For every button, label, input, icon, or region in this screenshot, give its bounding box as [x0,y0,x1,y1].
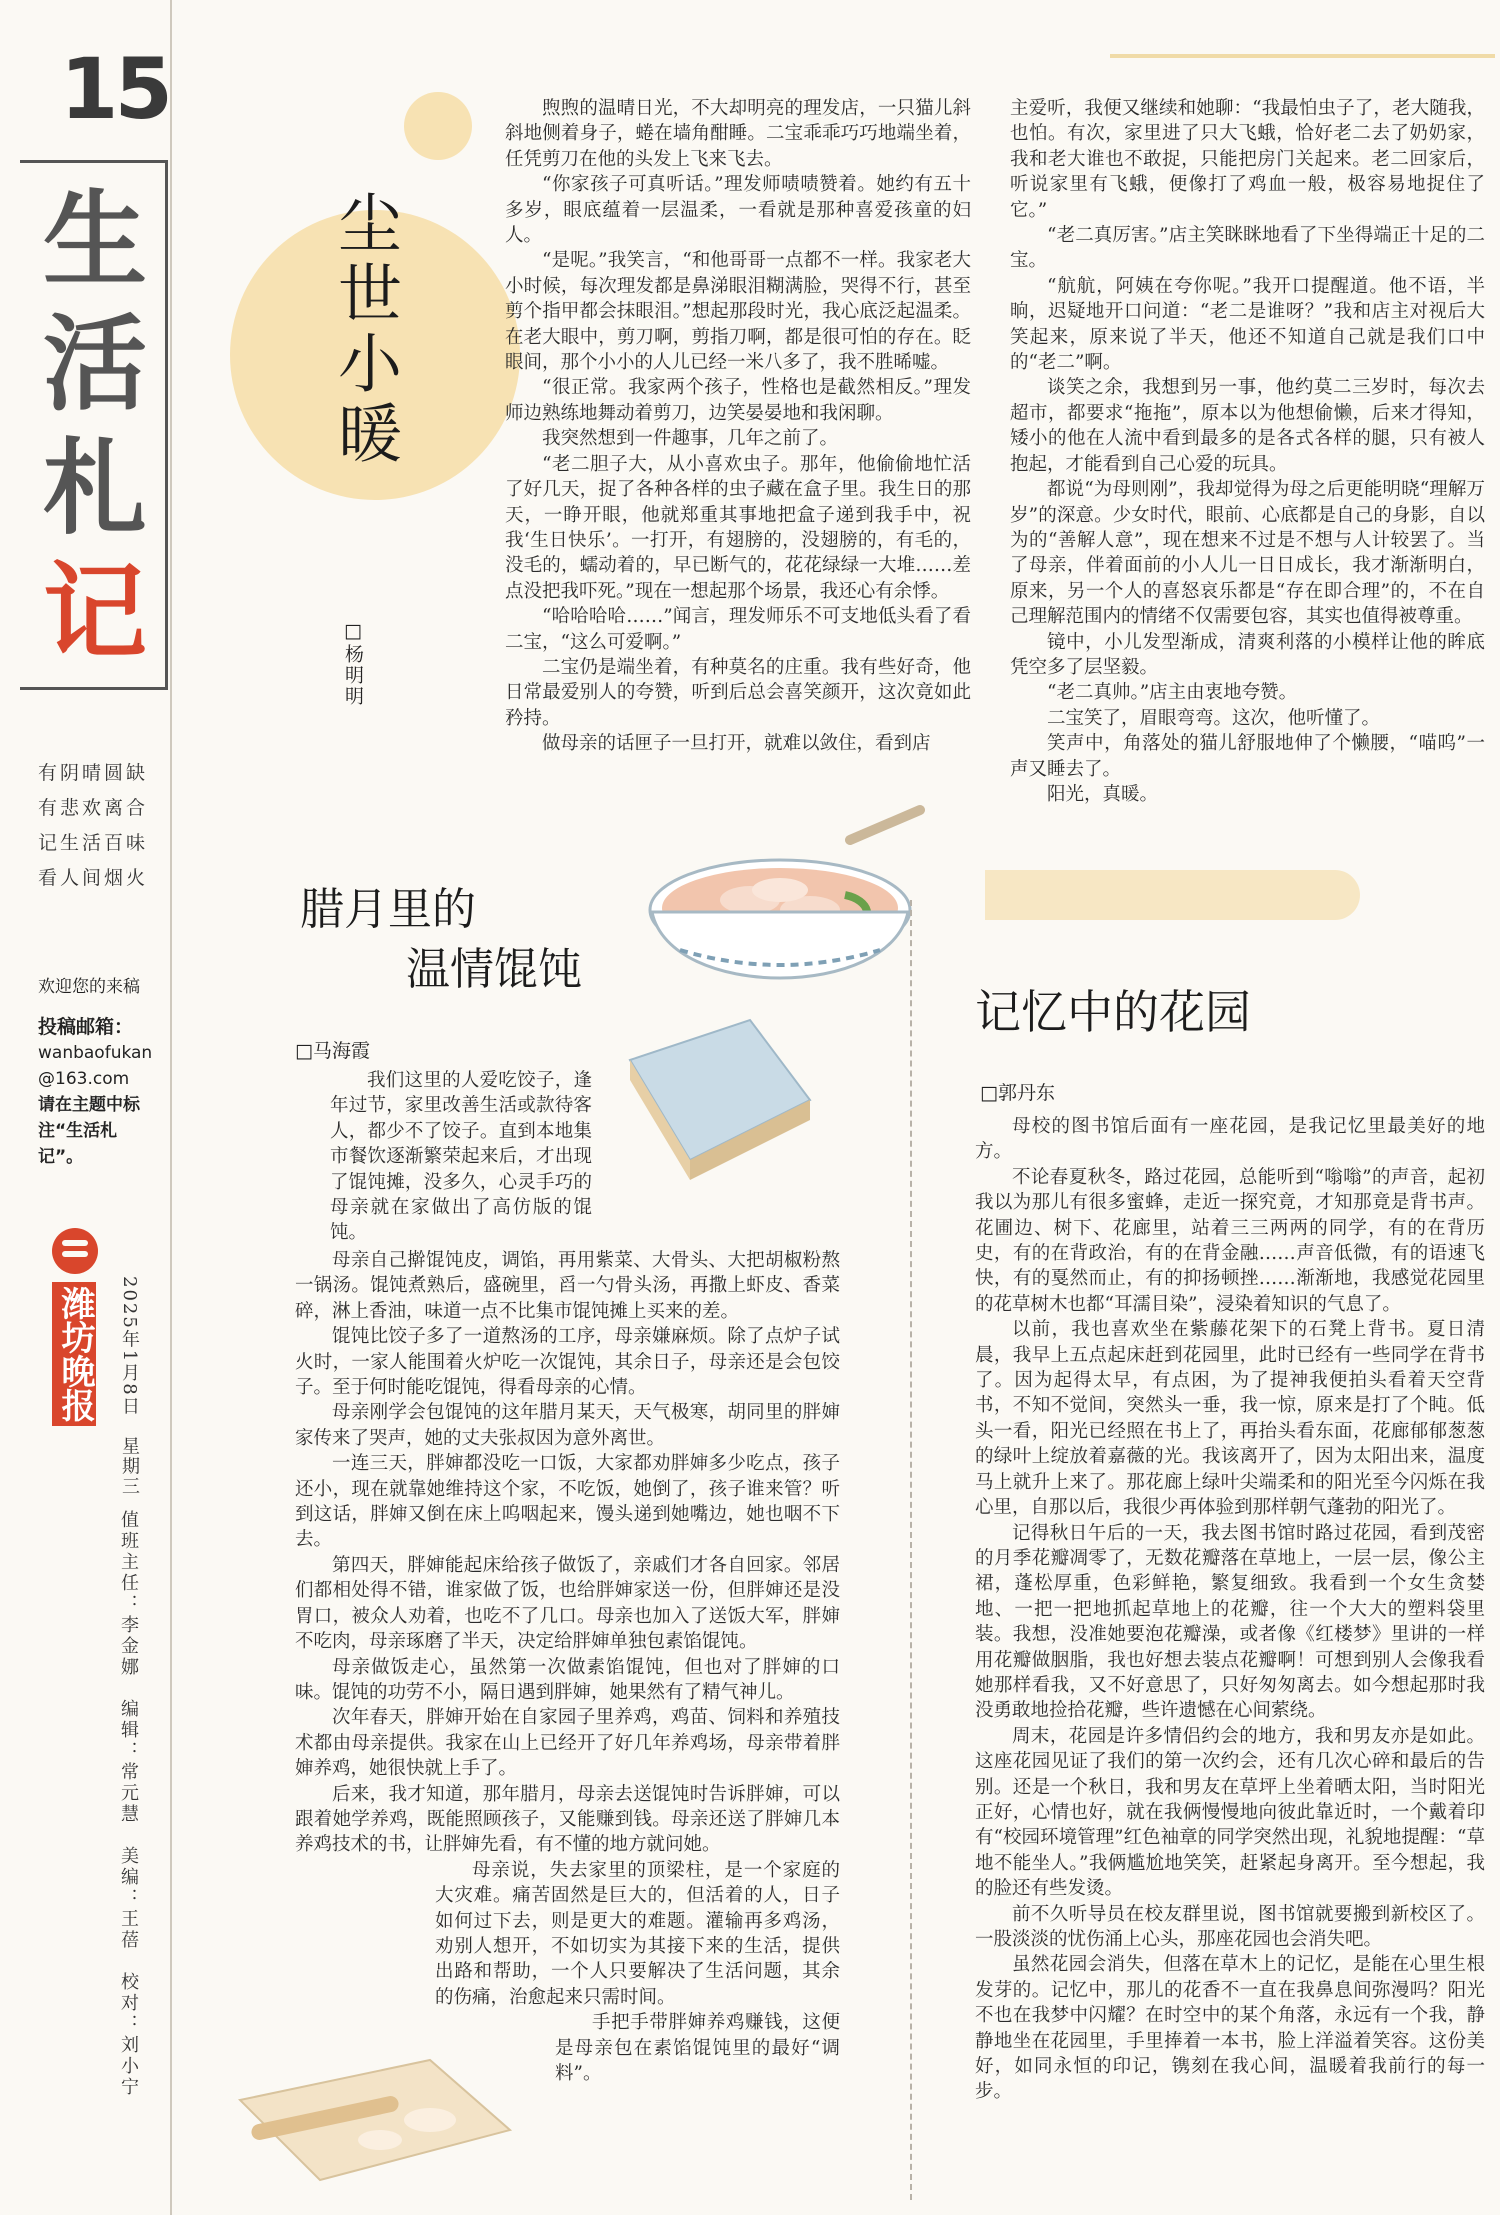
column-title-char: 记 [42,551,147,673]
article-author: □郭丹东 [980,1082,1055,1104]
article-title: 尘世小暖 [327,190,401,470]
article-author: □马海霞 [295,1040,370,1062]
column-title-char: 活 [42,303,147,425]
paragraph: 二宝笑了，眉眼弯弯。这次，他听懂了。 [1047,707,1381,729]
paragraph: 不论春夏秋冬，路过花园，总能听到“嗡嗡”的声音，起初我以为那儿有很多蜜蜂，走近一探究竟，才知那竟是背书声。花圃边、树下、花廊里，站着三三两两的同学，有的在背历史，有的在背政治，有的在背金融……声音低微，有的语速飞快，有的戛然而止，有的抑扬顿挫……渐渐地，我感觉花园里的花草树木也都“耳濡目染”，浸染着知识的气息了。 [975,1166,1485,1315]
paragraph: “很正常。我家两个孩子，性格也是截然相反。”理发师边熟练地舞动着剪刀，边笑晏晏地和我闲聊。 [505,377,971,424]
column-title-char: 札 [42,427,147,549]
paragraph: 母亲刚学会包馄饨的这年腊月某天，天气极寒，胡同里的胖婶家传来了哭声，她的丈夫张叔因为意外离世。 [295,1402,840,1449]
paragraph: 阳光，真暖。 [1047,783,1159,805]
paragraph: “老二胆子大，从小喜欢虫子。那年，他偷偷地忙活了好几天，捉了各种各样的虫子藏在盒子里。我生日的那天，一睁开眼，他就郑重其事地把盒子递到我手中，祝我‘生日快乐’。一打开，有翅膀的，没翅膀的，有毛的，没毛的，蠕动着的，早已断气的，花花绿绿一大堆……差点没把我吓死。”现在一想起那个场景，我还心有余悸。 [505,453,971,602]
paragraph: 二宝仍是端坐着，有种莫名的庄重。我有些好奇，他日常最爱别人的夸赞，听到后总会喜笑颜开，这次竟如此矜持。 [505,656,971,729]
title-decor-dot [404,92,472,160]
slogan-line: 看人间烟火 [38,867,149,889]
slogan-line: 有悲欢离合 [38,797,149,819]
paragraph: 后来，我才知道，那年腊月，母亲去送馄饨时告诉胖婶，可以跟着她学养鸡，既能照顾孩子，又能赚到钱。母亲还送了胖婶几本养鸡技术的书，让胖婶先看，有不懂的地方就问她。 [295,1783,840,1856]
slogan-line: 记生活百味 [38,832,149,854]
paragraph: 做母亲的话匣子一旦打开，就难以敛住，看到店 [542,733,931,755]
paragraph: 煦煦的温晴日光，不大却明亮的理发店，一只猫儿斜斜地侧着身子，蜷在墙角酣睡。二宝乖乖巧巧地端坐着，任凭剪刀在他的头发上飞来飞去。 [505,98,971,170]
submission-info [38,974,158,1170]
article-body-column [505,96,971,757]
paragraph: “是呢。”我笑言，“和他哥哥一点都不一样。我家老大小时候，每次理发都是鼻涕眼泪糊满脸，哭得不行，甚至剪个指甲都会抹眼泪。”想起那段时光，我心底泛起温柔。在老大眼中，剪刀啊，剪指刀啊，都是很可怕的存在。眨眼间，那个小小的人儿已经一米八多了，我不胜晞嘘。 [505,250,971,374]
submission-label: 投稿邮箱： [38,1016,134,1038]
paragraph: 记得秋日午后的一天，我去图书馆时路过花园，看到茂密的月季花瓣凋零了，无数花瓣落在草地上，一层一层，像公主裙，蓬松厚重，色彩鲜艳，繁复细致。我看到一个女生贪婪地、一把一把地抓起草地上的花瓣，往一个大大的塑料袋里装。我想，没准她要泡花瓣澡，或者像《红楼梦》里讲的一样用花瓣做胭脂，我也好想去装点花瓣啊！可想到别人会像我看她那样看我，又不好意思了，只好匆匆离去。如今想起那时我没勇敢地捡拾花瓣，些许遗憾在心间萦绕。 [975,1522,1485,1722]
article-body-column [1010,96,1485,807]
paragraph: 我突然想到一件趣事，几年之前了。 [542,428,839,450]
paragraph: 笑声中，角落处的猫儿舒服地伸了个懒腰，“喵呜”一声又睡去了。 [1010,733,1485,780]
paper-logo-icon [52,1228,98,1274]
paper-logo [52,1228,100,1426]
submission-note: 请在主题中标注“生活札记”。 [38,1095,140,1167]
paragraph: 馄饨比饺子多了一道熬汤的工序，母亲嫌麻烦。除了点炉子试火时，一家人能围着火炉吃一次馄饨，其余日子，母亲还是会包饺子。至于何时能吃馄饨，得看母亲的心情。 [295,1326,840,1399]
paragraph: “哈哈哈哈……”闻言，理发师乐不可支地低头看了看二宝，“这么可爱啊。” [505,606,971,653]
slogan-line: 有阴晴圆缺 [38,762,149,784]
paragraph: “你家孩子可真听话。”理发师啧啧赞着。她约有五十多岁，眼底蕴着一层温柔，一看就是那种喜爱孩童的妇人。 [505,174,971,247]
paragraph: 第四天，胖婶能起床给孩子做饭了，亲戚们才各自回家。邻居们都相处得不错，谁家做了饭，也给胖婶家送一份，但胖婶还是没胃口，被众人劝着，也吃不了几口。母亲也加入了送饭大军，胖婶不吃肉，母亲琢磨了半天，决定给胖婶单独包素馅馄饨。 [295,1554,840,1653]
paragraph: “老二真帅。”店主由衷地夸赞。 [1047,682,1298,704]
article-title: 记忆中的花园 [975,985,1251,1039]
paragraph: 都说“为母则刚”，我却觉得为母之后更能明晓“理解万岁”的深意。少女时代，眼前、心底都是自己的身影，自以为的“善解人意”，现在想来不过是不想与人计较罢了。当了母亲，伴着面前的小人儿一日日成长，我才渐渐明白，原来，另一个人的喜怒哀乐都是“存在即合理”的，不在自己理解范围内的情绪不仅需要包容，其实也值得被尊重。 [1010,479,1485,628]
sidebar-divider [170,0,172,2215]
article-title [300,880,582,1000]
column-divider [910,900,912,2200]
paragraph: 次年春天，胖婶开始在自家园子里养鸡，鸡苗、饲料和养殖技术都由母亲提供。我家在山上已经开了好几年养鸡场，母亲带着胖婶养鸡，她很快就上手了。 [295,1707,840,1780]
submission-email[interactable]: wanbaofukan@163.com [38,1043,153,1089]
title-decor-band [985,870,1360,920]
article-lead [330,1068,592,1246]
article-title-line: 温情馄饨 [406,944,582,995]
tablecloth-illustration [610,1000,820,1180]
paragraph: 镜中，小儿发型渐成，清爽利落的小模样让他的眸底凭空多了层坚毅。 [1010,631,1485,678]
paragraph: 虽然花园会消失，但落在草木上的记忆，是能在心里生根发芽的。记忆中，那儿的花香不一直在我鼻息间弥漫吗？阳光不也在我梦中闪耀？在时空中的某个角落，永远有一个我，静静地坐在花园里，手里捧着一本书，脸上洋溢着笑容。这份美好，如同永恒的印记，镌刻在我心间，温暖着我前行的每一步。 [975,1954,1485,2103]
paper-name: 潍坊晚报 [52,1282,96,1426]
dough-board-illustration [230,2040,520,2200]
paragraph: 一连三天，胖婶都没吃一口饭，大家都劝胖婶多少吃点，孩子还小，现在就靠她维持这个家，不吃饭，她倒了，孩子谁来管？听到这话，胖婶又倒在床上呜咽起来，馒头递到她嘴边，她也咽不下去。 [295,1453,840,1551]
page-number: 15 [60,40,169,138]
paragraph: 母亲自己擀馄饨皮，调馅，再用紫菜、大骨头、大把胡椒粉熬一锅汤。馄饨煮熟后，盛碗里，舀一勺骨头汤，再撒上虾皮、香菜碎，淋上香油，味道一点不比集市馄饨摊上买来的差。 [295,1250,840,1322]
submission-welcome: 欢迎您的来稿 [38,977,140,997]
column-title [30,178,160,674]
header-accent-bar [1110,54,1495,58]
column-slogans [38,756,148,896]
article-title-line: 腊月里的 [300,884,476,935]
article-body-column [975,1114,1485,2105]
paragraph: 周末，花园是许多情侣约会的地方，我和男友亦是如此。这座花园见证了我们的第一次约会，还有几次心碎和最后的告别。还是一个秋日，我和男友在草坪上坐着晒太阳，当时阳光正好，心情也好，就在我俩慢慢地向彼此靠近时，一个戴着印有“校园环境管理”红色袖章的同学突然出现，礼貌地提醒：“草地不能坐人。”我俩尴尬地笑笑，赶紧起身离开。至今想起，我的脸还有些发烫。 [975,1725,1485,1900]
article-author: □杨明明 [342,620,364,707]
column-title-char: 生 [42,179,147,301]
article-body-column [295,1248,840,2086]
paragraph: 手把手带胖婶养鸡赚钱，这便是母亲包在素馅馄饨里的最好“调料”。 [555,2012,840,2084]
paragraph: 以前，我也喜欢坐在紫藤花架下的石凳上背书。夏日清晨，我早上五点起床赶到花园里，此时已经有一些同学在背书了。因为起得太早，有点困，为了提神我便拍头看着天空背书，不知不觉间，突然头一垂，我一惊，原来是打了个盹。低头一看，阳光已经照在书上了，再抬头看东面，花廊郁郁葱葱的绿叶上绽放着嘉薇的光。我该离开了，因为太阳出来，温度马上就升上来了。那花廊上绿叶尖端柔和的阳光至今闪烁在我心里，自那以后，我很少再体验到那样朝气蓬勃的阳光了。 [975,1319,1485,1519]
paragraph: “航航，阿姨在夸你呢。”我开口提醒道。他不语，半晌，迟疑地开口问道：“老二是谁呀？”我和店主对视后大笑起来，原来说了半天，他还不知道自己就是我们口中的“老二”啊。 [1010,275,1485,374]
paragraph: 我们这里的人爱吃饺子，逢年过节，家里改善生活或款待客人，都少不了饺子。直到本地集市餐饮逐渐繁荣起来后，才出现了馄饨摊，没多久，心灵手巧的母亲就在家做出了高仿版的馄饨。 [330,1070,592,1244]
paragraph: 谈笑之余，我想到另一事，他约莫二三岁时，每次去超市，都要求“拖拖”，原本以为他想偷懒，后来才得知，矮小的他在人流中看到最多的是各式各样的腿，只有被人抱起，才能看到自己心爱的玩具。 [1010,377,1485,475]
staff-credits: 值班主任：李金娜 编辑：常元慧 美编：王蓓 校对：刘小宁 [118,1510,139,2098]
paragraph: 主爱听，我便又继续和她聊：“我最怕虫子了，老大随我，也怕。有次，家里进了只大飞蛾，恰好老二去了奶奶家，我和老大谁也不敢捉，只能把房门关起来。老二回家后，听说家里有飞蛾，便像打了鸡血一般，极容易地捉住了它。” [1010,98,1485,221]
paragraph: 母亲说，失去家里的顶梁柱，是一个家庭的大灾难。痛苦固然是巨大的，但活着的人，日子如何过下去，则是更大的难题。灌输再多鸡汤，劝别人想开，不如切实为其接下来的生活，提供出路和帮助，一个人只要解决了生活问题，其余的伤痛，治愈起来只需时间。 [435,1859,840,2008]
paragraph: 母亲做饭走心，虽然第一次做素馅馄饨，但也对了胖婶的口味。馄饨的功劳不小，隔日遇到胖婶，她果然有了精气神儿。 [295,1656,840,1703]
paragraph: 前不久听导员在校友群里说，图书馆就要搬到新校区了。一股淡淡的忧伤涌上心头，那座花园也会消失吧。 [975,1903,1485,1950]
issue-date: 2025年1月8日 星期三 [119,1276,140,1497]
paragraph: “老二真厉害。”店主笑眯眯地看了下坐得端正十足的二宝。 [1010,225,1485,272]
paragraph: 母校的图书馆后面有一座花园，是我记忆里最美好的地方。 [975,1116,1485,1163]
